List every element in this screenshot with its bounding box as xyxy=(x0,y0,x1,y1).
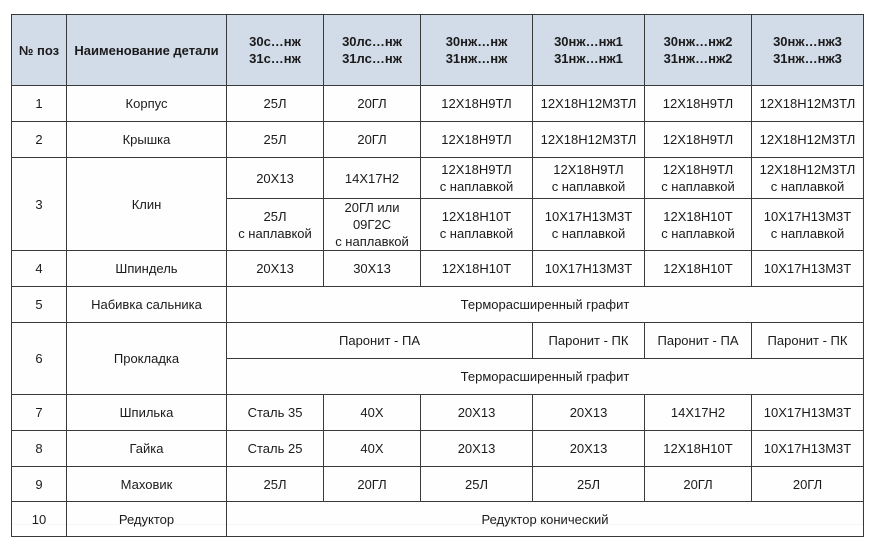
row-pos: 4 xyxy=(12,251,67,287)
table-cell: 14Х17Н2 xyxy=(645,395,752,431)
table-cell: 12Х18Н10Т с наплавкой xyxy=(645,199,752,251)
row-pos: 9 xyxy=(12,467,67,502)
table-row xyxy=(12,158,864,199)
table-cell: 12Х18Н12М3ТЛ xyxy=(533,86,645,122)
merged-cell: Паронит - ПА xyxy=(227,323,533,359)
table-cell: Сталь 25 xyxy=(227,431,324,467)
table-cell: 12Х18Н10Т xyxy=(421,251,533,287)
table-cell: 10Х17Н13М3Т xyxy=(752,431,864,467)
table-row xyxy=(12,251,864,287)
header-pos: № поз xyxy=(12,15,67,86)
table-row xyxy=(12,122,864,158)
table-cell: 10Х17Н13М3Т с наплавкой xyxy=(752,199,864,251)
header-col-1: 30с…нж 31с…нж xyxy=(227,15,324,86)
table-cell: 20ГЛ xyxy=(324,122,421,158)
table-cell: 12Х18Н10Т с наплавкой xyxy=(421,199,533,251)
table-cell: 12Х18Н9ТЛ xyxy=(421,122,533,158)
table-cell: 12Х18Н12М3ТЛ xyxy=(752,86,864,122)
merged-cell: Терморасширенный графит xyxy=(227,359,864,395)
table-cell: 25Л xyxy=(227,122,324,158)
table-cell: 12Х18Н10Т xyxy=(645,251,752,287)
row-name: Редуктор xyxy=(67,502,227,537)
row-name: Шпилька xyxy=(67,395,227,431)
table-cell: 20Х13 xyxy=(227,251,324,287)
row-pos: 10 xyxy=(12,502,67,537)
table-cell: 12Х18Н9ТЛ xyxy=(421,86,533,122)
table-cell: 20ГЛ xyxy=(752,467,864,502)
header-name: Наименование детали xyxy=(67,15,227,86)
table-cell: 25Л xyxy=(227,467,324,502)
table-cell: 10Х17Н13М3Т xyxy=(752,251,864,287)
row-name: Маховик xyxy=(67,467,227,502)
table-cell: 20ГЛ или 09Г2С с наплавкой xyxy=(324,199,421,251)
table-cell: 20Х13 xyxy=(421,431,533,467)
header-col-5: 30нж…нж2 31нж…нж2 xyxy=(645,15,752,86)
table-cell: 40Х xyxy=(324,395,421,431)
row-pos: 7 xyxy=(12,395,67,431)
table-cell: 12Х18Н9ТЛ с наплавкой xyxy=(645,158,752,199)
table-cell: 20ГЛ xyxy=(645,467,752,502)
row-name: Шпиндель xyxy=(67,251,227,287)
row-pos: 3 xyxy=(12,158,67,251)
table-cell: 10Х17Н13М3Т с наплавкой xyxy=(533,199,645,251)
row-pos: 8 xyxy=(12,431,67,467)
row-name: Крышка xyxy=(67,122,227,158)
table-row xyxy=(12,502,864,537)
table-cell: Сталь 35 xyxy=(227,395,324,431)
merged-cell: Редуктор конический xyxy=(227,502,864,537)
table-cell: 40Х xyxy=(324,431,421,467)
table-cell: 25Л xyxy=(533,467,645,502)
row-pos: 1 xyxy=(12,86,67,122)
row-name: Клин xyxy=(67,158,227,251)
header-col-4: 30нж…нж1 31нж…нж1 xyxy=(533,15,645,86)
header-col-6: 30нж…нж3 31нж…нж3 xyxy=(752,15,864,86)
row-pos: 2 xyxy=(12,122,67,158)
row-name: Корпус xyxy=(67,86,227,122)
table-cell: 20ГЛ xyxy=(324,467,421,502)
table-cell: 25Л с наплавкой xyxy=(227,199,324,251)
table-row xyxy=(12,467,864,502)
table-cell: 14Х17Н2 xyxy=(324,158,421,199)
table-cell: Паронит - ПК xyxy=(752,323,864,359)
header-col-3: 30нж…нж 31нж…нж xyxy=(421,15,533,86)
row-name: Гайка xyxy=(67,431,227,467)
table-cell: 30Х13 xyxy=(324,251,421,287)
table-cell: 20Х13 xyxy=(227,158,324,199)
table-row xyxy=(12,323,864,359)
header-col-2: 30лс…нж 31лс…нж xyxy=(324,15,421,86)
table-cell: 12Х18Н12М3ТЛ с наплавкой xyxy=(752,158,864,199)
table-cell: 12Х18Н12М3ТЛ xyxy=(533,122,645,158)
header-row xyxy=(12,15,864,86)
table-row xyxy=(12,287,864,323)
row-name: Набивка сальника xyxy=(67,287,227,323)
table-cell: 10Х17Н13М3Т xyxy=(533,251,645,287)
row-name: Прокладка xyxy=(67,323,227,395)
table-cell: 25Л xyxy=(421,467,533,502)
table-cell: 12Х18Н9ТЛ с наплавкой xyxy=(533,158,645,199)
merged-cell: Терморасширенный графит xyxy=(227,287,864,323)
row-pos: 5 xyxy=(12,287,67,323)
table-cell: 12Х18Н9ТЛ xyxy=(645,86,752,122)
table-cell: 20ГЛ xyxy=(324,86,421,122)
table-cell: 12Х18Н12М3ТЛ xyxy=(752,122,864,158)
table-cell: 10Х17Н13М3Т xyxy=(752,395,864,431)
table-cell: Паронит - ПК xyxy=(533,323,645,359)
materials-table xyxy=(11,14,864,537)
row-pos: 6 xyxy=(12,323,67,395)
table-cell: Паронит - ПА xyxy=(645,323,752,359)
table-cell: 12Х18Н9ТЛ с наплавкой xyxy=(421,158,533,199)
table-cell: 20Х13 xyxy=(421,395,533,431)
table-cell: 25Л xyxy=(227,86,324,122)
table-row xyxy=(12,86,864,122)
table-row xyxy=(12,431,864,467)
table-cell: 12Х18Н10Т xyxy=(645,431,752,467)
table-cell: 20Х13 xyxy=(533,395,645,431)
table-row xyxy=(12,395,864,431)
table-cell: 20Х13 xyxy=(533,431,645,467)
table-cell: 12Х18Н9ТЛ xyxy=(645,122,752,158)
